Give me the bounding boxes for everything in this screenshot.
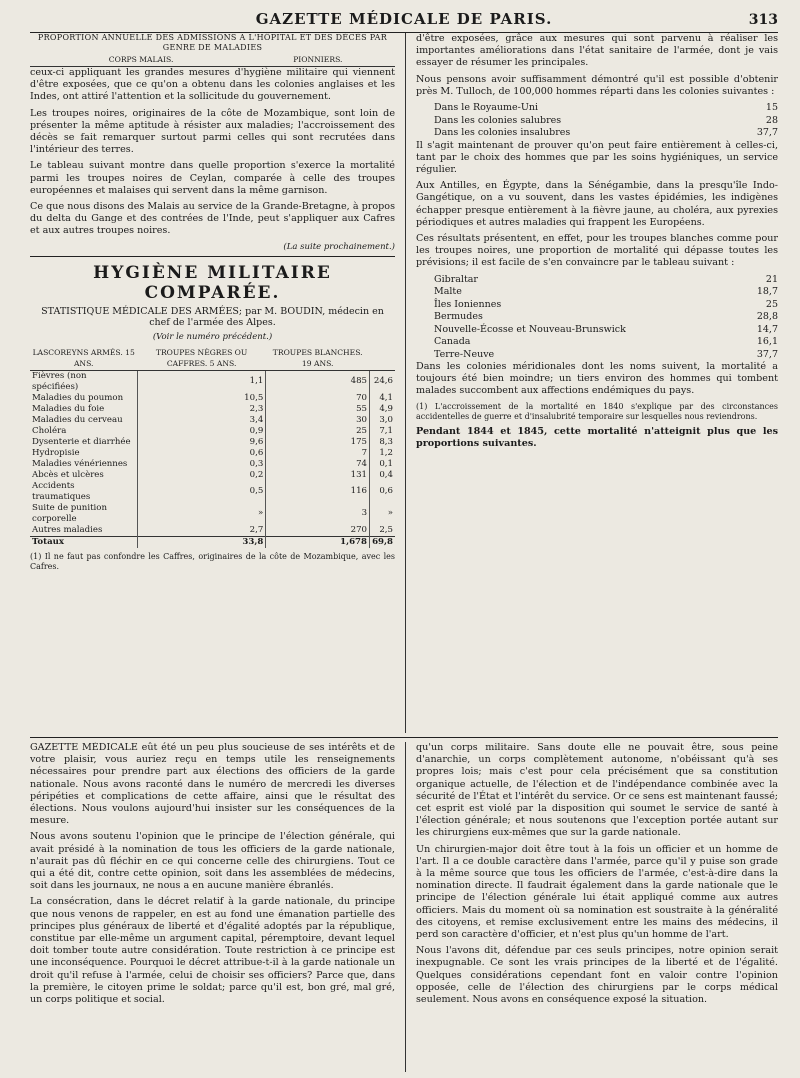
paragraph: Nous pensons avoir suffisamment démontré qu'il est possible d'obtenir près M. Tulloch, de 100,000 hommes réparti dans les colonies suivantes : [416,73,778,97]
list-item-label: Îles Ioniennes [434,298,502,310]
paragraph: GAZETTE MÉDICALE eût été un peu plus soucieuse de ses intérêts et de votre plaisir, vous auriez reçu en temps utile les renseignements nécessaires pour prendre part aux élections des officiers de la garde nationale. Nous avons raconté dans le numéro de mercredi les diverses péripéties et complications de cette affaire, ainsi que le résultat des élections. Nous voulons aujourd'hui insister sur les conséquences de la mesure. [30,742,395,827]
row-value: 24,6 [370,370,395,393]
row-label: Suite de punition corporelle [32,502,107,524]
row-value: 7 [266,448,370,459]
total-value: 1,678 [266,536,370,548]
paragraph: Ces résultats présentent, en effet, pour les troupes blanches comme pour les troupes noires, une proportion de mortalité qui dépasse toutes les prévisions; il est facile de s'en convaincre par le tableau suivant : [416,232,778,269]
masthead [30,10,778,32]
row-value: 0,1 [370,459,395,470]
list-item-value: 18,7 [756,286,778,298]
row-label: Maladies vénériennes [32,458,128,469]
footnote: (1) L'accroissement de la mortalité en 1840 s'explique par des circonstances accidentelles de guerre et d'insalubrité temporaire sur lesquelles nous reviendrons. [416,401,778,421]
list-item-label: Dans le Royaume-Uni [434,102,538,114]
total-label: Totaux [30,536,137,548]
row-label: Maladies du foie [32,403,105,414]
row-label: Fièvres (non spécifiées) [32,370,87,392]
table1-header: CORPS MALAIS. [42,53,241,67]
row-value: 0,9 [137,426,265,437]
garrison-list [416,274,778,362]
list-item-value: 21 [765,273,778,285]
row-value: 25 [266,426,370,437]
list-item-value: 28,8 [756,311,778,323]
paragraph: Le tableau suivant montre dans quelle proportion s'exerce la mortalité parmi les troupes noires de Ceylan, comparée à celle des troupes européennes et malaises qui servent dans la même garnison. [30,160,395,196]
article-byline: STATISTIQUE MÉDICALE DES ARMÉES; par M. BOUDIN, médecin en chef de l'armée des Alpes. [41,305,384,328]
table-row [30,437,395,448]
byline-note: (Voir le numéro précédent.) [152,331,273,342]
row-value: 8,3 [370,437,395,448]
row-label: Accidents traumatiques [32,480,91,502]
table-group-header: LASCOREYNS ARMÉS. 15 ANS. [30,346,137,371]
list-item [416,324,778,337]
lower-right-column [405,742,778,1072]
list-item [416,274,778,287]
row-value: 55 [266,404,370,415]
paragraph: Un chirurgien-major doit être tout à la fois un officier et un homme de l'art. Il a ce double caractère dans l'armée, parce qu'il y puise son grade à la même source que tous les officiers de l'armée, c'est-à-dire dans la nomination directe. Il faudrait également dans la garde nationale que le principe de l'élection générale lui était appliqué comme aux autres officiers. Mais du moment où sa nomination est soustraite à la généralité des citoyens, et remise exclusivement entre les mains des médecins, il perd son caractère d'officier, et n'est plus qu'un homme de l'art. [416,843,778,941]
list-item [416,311,778,324]
list-item [416,286,778,299]
paragraph: ceux-ci appliquant les grandes mesures d'hygiène militaire qui viennent d'être exposées, que ce qu'on a obtenu dans les colonies anglaises et les Indes, ont attiré l'attention et la sollicitude du gouvernement. [30,67,395,103]
paragraph: Nous l'avons dit, défendue par ces seuls principes, notre opinion serait inexpugnable. Ce sont les vrais principes de la liberté et de l'égalité. Quelques considérations cependant font en valoir contre l'opinion opposée, celle de l'élection des chirurgiens par le corps médical seulement. Nous avons en conséquence exposé la situation. [416,945,778,1006]
total-value: 69,8 [370,536,395,548]
list-item [416,349,778,362]
paragraph: Les troupes noires, originaires de la côte de Mozambique, sont loin de présenter la même aptitude à résister aux maladies; l'accroissement des décès se fait remarquer surtout parmi celles qui sont recrutées dans l'intérieur des terres. [30,107,395,156]
paragraph: La consécration, dans le décret relatif à la garde nationale, du principe que nous venons de rappeler, en est au fond une émanation partielle des principes plus généraux de liberté et d'égalité adoptés par la république, constitue par elle-même un argument capital, péremptoire, devant lequel doit tomber toute autre considération. Toute restriction à ce principe est une inconséquence. Pourquoi le décret attribue-t-il à la garde nationale un droit qu'il refuse à l'armée, celui de choisir ses officiers? Parce que, dans la première, le citoyen prime le soldat; parce qu'il est, bon gré, mal gré, un corps politique et social. [30,896,395,1006]
list-item-label: Terre-Neuve [434,348,495,360]
list-item-value: 28 [765,114,778,126]
left-column [30,33,405,733]
table-row [30,393,395,404]
row-value: 0,6 [370,481,395,503]
row-value: 0,5 [137,481,265,503]
colony-list [416,102,778,140]
row-value: » [137,503,265,525]
list-item-label: Canada [434,336,471,348]
list-item-label: Nouvelle-Écosse et Nouveau-Brunswick [434,323,626,335]
footnote: (1) Il ne faut pas confondre les Caffres, originaires de la côte de Mozambique, avec les Cafres. [30,551,395,571]
row-value: 2,5 [370,525,395,537]
row-label: Choléra [32,425,67,436]
row-label: Autres maladies [32,524,103,535]
paragraph: Il s'agit maintenant de prouver qu'on peut faire entièrement à celles-ci, tant par le choix des hommes que par les soins hygiéniques, un service régulier. [416,139,778,175]
list-item-label: Bermudes [434,311,483,323]
table1-title: PROPORTION ANNUELLE DES ADMISSIONS A L'HÔPITAL ET DES DÉCÈS PAR GENRE DE MALADIES [37,33,388,52]
list-item-value: 16,1 [756,336,778,348]
row-value: 30 [266,415,370,426]
mortality-table [30,346,395,548]
list-item-value: 37,7 [756,348,778,360]
table-row [30,525,395,537]
list-item-value: 14,7 [756,323,778,335]
page-number: 313 [748,12,778,28]
row-label: Abcès et ulcères [32,469,104,480]
list-item-label: Dans les colonies salubres [434,114,562,126]
upper-section [30,33,778,733]
row-value: 175 [266,437,370,448]
row-value: 0,4 [370,470,395,481]
table-row [30,448,395,459]
list-item-value: 25 [765,298,778,310]
row-value: 3,4 [137,415,265,426]
table-group-header: TROUPES NÈGRES OU CAFFRES. 5 ANS. [137,346,265,371]
row-value: 7,1 [370,426,395,437]
row-value: 116 [266,481,370,503]
row-value: 0,6 [137,448,265,459]
row-value: 3 [266,503,370,525]
list-item-label: Malte [434,286,462,298]
row-value: 2,7 [137,525,265,537]
table-row [30,481,395,503]
row-value: 74 [266,459,370,470]
list-item-value: 15 [765,102,778,114]
table1 [30,53,395,67]
row-value: 2,3 [137,404,265,415]
row-value: » [370,503,395,525]
table-row [30,459,395,470]
table-row [30,426,395,437]
paragraph: Ce que nous disons des Malais au service de la Grande-Bretagne, à propos du delta du Gange et des contrées de l'Inde, peut s'appliquer aux Cafres et aux autres troupes noires. [30,201,395,237]
row-value: 70 [266,393,370,404]
paragraph: Dans les colonies méridionales dont les noms suivent, la mortalité a toujours été bien moindre; un tiers environ des hommes qui tombent malades succombent aux affections endémiques du pays. [416,361,778,397]
table1-header [30,53,42,67]
row-value: 4,1 [370,393,395,404]
section-title: HYGIÈNE MILITAIRE COMPARÉE. [93,262,332,303]
table-row [30,370,395,393]
row-value: 1,2 [370,448,395,459]
right-column [405,33,778,733]
row-label: Maladies du poumon [32,392,124,403]
table-group-header: TROUPES BLANCHES. 19 ANS. [266,346,370,371]
paragraph: d'être exposées, grâce aux mesures qui sont parvenu à réaliser les importantes améliorations dans l'état sanitaire de l'armée, dont je vais essayer de résumer les principales. [416,33,778,69]
table-total-row [30,536,395,548]
list-item-label: Dans les colonies insalubres [434,127,571,139]
row-value: 4,9 [370,404,395,415]
table-row [30,404,395,415]
lower-left-column [30,742,405,1072]
list-item-label: Gibraltar [434,273,478,285]
row-value: 9,6 [137,437,265,448]
total-value: 33,8 [137,536,265,548]
row-value: 485 [266,370,370,393]
row-label: Dysenterie et diarrhée [32,436,131,447]
journal-title: GAZETTE MÉDICALE DE PARIS. [255,10,553,28]
row-value: 3,0 [370,415,395,426]
row-value: 131 [266,470,370,481]
list-item [416,102,778,115]
list-item-value: 37,7 [756,127,778,139]
row-label: Hydropisie [32,447,80,458]
paragraph: qu'un corps militaire. Sans doute elle ne pouvait être, sous peine d'anarchie, un corps complètement autonome, n'obéissant qu'à ses propres lois; mais c'est pour cela précisément que sa constitution organique actuelle, de l'élection et de l'indépendance combinée avec la sécurité de l'État et l'intérêt du service. Or ce sens est maintenant faussé; cet esprit est violé par la disposition qui soumet le service de santé à l'élection générale; et nous soutenons que l'exception portée autant sur les chirurgiens eux-mêmes que sur la garde nationale. [416,742,778,839]
paragraph: Nous avons soutenu l'opinion que le principe de l'élection générale, qui avait présidé à la nomination de tous les officiers de la garde nationale, n'aurait pas dû fléchir en ce qui concerne celle des chirurgiens. Tout ce qui a été dit, contre cette opinion, soit dans les assemblées de médecins, soit dans les journaux, ne nous a en aucune manière ébranlés. [30,831,395,892]
section-rule [30,256,395,257]
paragraph: Aux Antilles, en Égypte, dans la Sénégambie, dans la presqu'île Indo-Gangétique, on a vu souvent, dans les vastes épidémies, les indigènes échapper presque entièrement à la fièvre jaune, au choléra, aux pyrexies périodiques et autres maladies qui frappent les Européens. [416,180,778,228]
row-value: 1,1 [137,370,265,393]
list-item [416,299,778,312]
row-value: 0,3 [137,459,265,470]
table-row [30,415,395,426]
paragraph: Pendant 1844 et 1845, cette mortalité n'atteignit plus que les proportions suivantes. [416,425,778,449]
row-label: Maladies du cerveau [32,414,123,425]
table1-header: PIONNIERS. [241,53,395,67]
table-row [30,470,395,481]
table-row [30,503,395,525]
continuation-note: (La suite prochainement.) [283,241,395,252]
list-item [416,115,778,128]
list-item [416,127,778,140]
row-value: 10,5 [137,393,265,404]
list-item [416,336,778,349]
lower-section [30,737,778,1072]
row-value: 270 [266,525,370,537]
row-value: 0,2 [137,470,265,481]
